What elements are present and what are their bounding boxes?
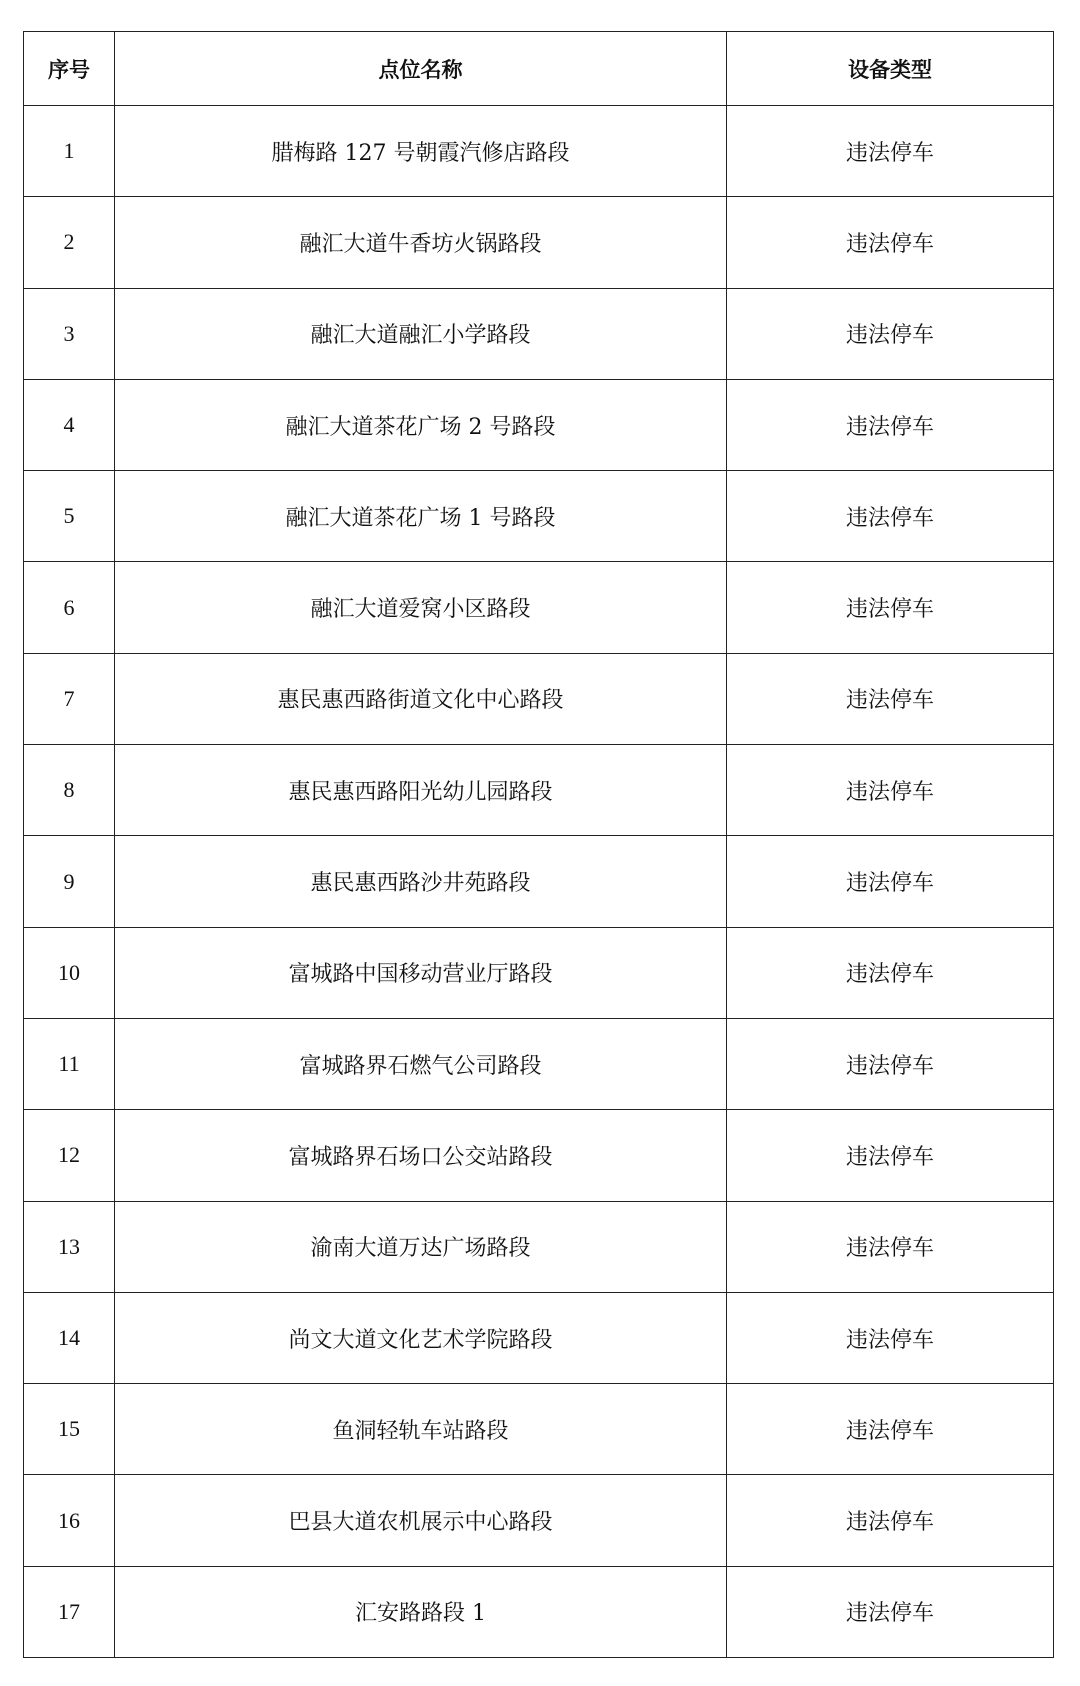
table-row — [24, 653, 1054, 744]
header-location-name: 点位名称 — [115, 32, 727, 106]
table-row — [24, 1566, 1054, 1657]
row-index: 2 — [24, 197, 115, 288]
location-table — [23, 31, 1054, 1658]
row-index: 14 — [24, 1292, 115, 1383]
row-device-type: 违法停车 — [727, 1384, 1054, 1475]
row-device-type: 违法停车 — [727, 653, 1054, 744]
row-device-type: 违法停车 — [727, 106, 1054, 197]
table-row — [24, 471, 1054, 562]
row-index: 16 — [24, 1475, 115, 1566]
row-index: 7 — [24, 653, 115, 744]
row-index: 5 — [24, 471, 115, 562]
table-row — [24, 745, 1054, 836]
row-device-type: 违法停车 — [727, 1475, 1054, 1566]
row-location-name: 惠民惠西路阳光幼儿园路段 — [115, 745, 727, 836]
row-location-name: 腊梅路 127 号朝霞汽修店路段 — [115, 106, 727, 197]
row-index: 6 — [24, 562, 115, 653]
row-index: 12 — [24, 1110, 115, 1201]
row-device-type: 违法停车 — [727, 471, 1054, 562]
row-device-type: 违法停车 — [727, 836, 1054, 927]
row-device-type: 违法停车 — [727, 288, 1054, 379]
row-index: 13 — [24, 1201, 115, 1292]
row-location-name: 融汇大道茶花广场 1 号路段 — [115, 471, 727, 562]
header-index: 序号 — [24, 32, 115, 106]
table-header — [24, 32, 1054, 106]
row-location-name: 鱼洞轻轨车站路段 — [115, 1384, 727, 1475]
row-index: 8 — [24, 745, 115, 836]
row-location-name: 融汇大道牛香坊火锅路段 — [115, 197, 727, 288]
row-device-type: 违法停车 — [727, 562, 1054, 653]
table-row — [24, 927, 1054, 1018]
table-row — [24, 1475, 1054, 1566]
row-location-name: 惠民惠西路街道文化中心路段 — [115, 653, 727, 744]
row-index: 1 — [24, 106, 115, 197]
table-row — [24, 1292, 1054, 1383]
table-row — [24, 1110, 1054, 1201]
row-device-type: 违法停车 — [727, 1110, 1054, 1201]
row-location-name: 融汇大道融汇小学路段 — [115, 288, 727, 379]
table-body — [24, 106, 1054, 1658]
table-row — [24, 379, 1054, 470]
row-location-name: 富城路界石场口公交站路段 — [115, 1110, 727, 1201]
row-location-name: 惠民惠西路沙井苑路段 — [115, 836, 727, 927]
row-index: 17 — [24, 1566, 115, 1657]
row-location-name: 融汇大道爱窝小区路段 — [115, 562, 727, 653]
row-device-type: 违法停车 — [727, 1566, 1054, 1657]
row-index: 11 — [24, 1018, 115, 1109]
row-index: 3 — [24, 288, 115, 379]
header-device-type: 设备类型 — [727, 32, 1054, 106]
row-index: 4 — [24, 379, 115, 470]
table-row — [24, 1018, 1054, 1109]
row-location-name: 富城路中国移动营业厅路段 — [115, 927, 727, 1018]
table-row — [24, 1201, 1054, 1292]
row-location-name: 渝南大道万达广场路段 — [115, 1201, 727, 1292]
table-row — [24, 197, 1054, 288]
row-index: 15 — [24, 1384, 115, 1475]
row-device-type: 违法停车 — [727, 1018, 1054, 1109]
table-row — [24, 562, 1054, 653]
row-location-name: 尚文大道文化艺术学院路段 — [115, 1292, 727, 1383]
row-location-name: 巴县大道农机展示中心路段 — [115, 1475, 727, 1566]
row-location-name: 汇安路路段 1 — [115, 1566, 727, 1657]
row-location-name: 融汇大道茶花广场 2 号路段 — [115, 379, 727, 470]
row-device-type: 违法停车 — [727, 197, 1054, 288]
row-device-type: 违法停车 — [727, 927, 1054, 1018]
row-location-name: 富城路界石燃气公司路段 — [115, 1018, 727, 1109]
table-row — [24, 106, 1054, 197]
table-row — [24, 836, 1054, 927]
row-device-type: 违法停车 — [727, 1201, 1054, 1292]
row-index: 10 — [24, 927, 115, 1018]
row-device-type: 违法停车 — [727, 1292, 1054, 1383]
row-index: 9 — [24, 836, 115, 927]
row-device-type: 违法停车 — [727, 379, 1054, 470]
header-row — [24, 32, 1054, 106]
table-row — [24, 288, 1054, 379]
row-device-type: 违法停车 — [727, 745, 1054, 836]
table-row — [24, 1384, 1054, 1475]
